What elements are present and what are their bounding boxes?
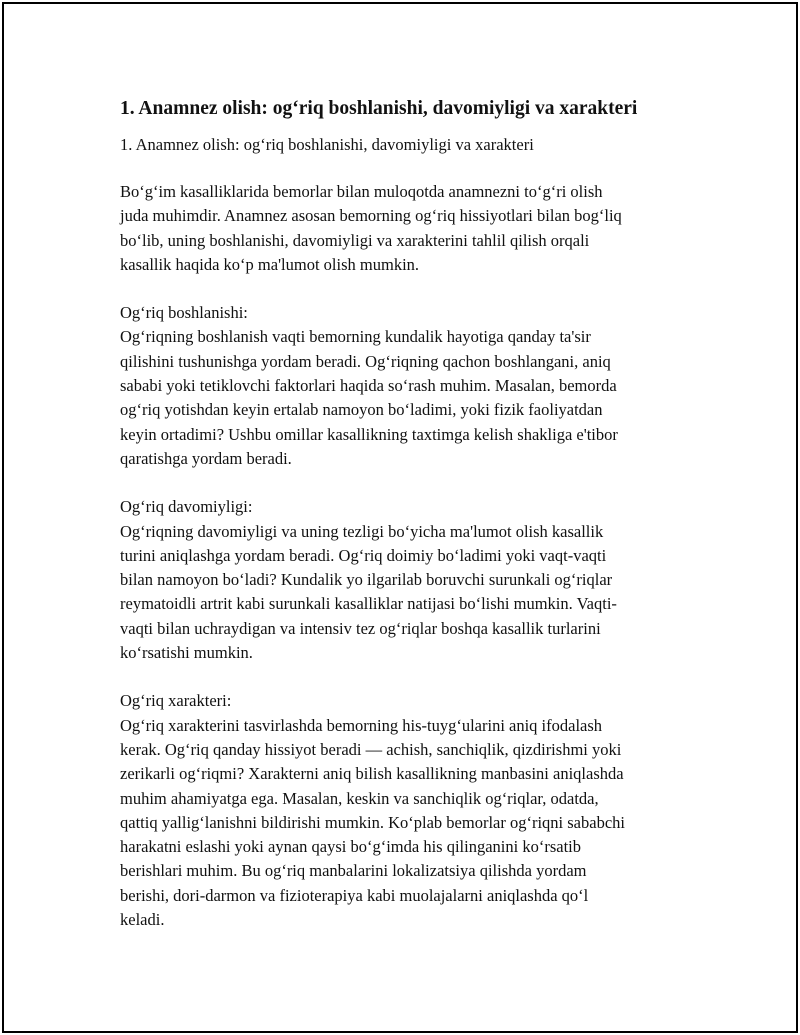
- section-line: keladi.: [120, 910, 165, 930]
- section-heading: Og‘riq boshlanishi:: [120, 303, 248, 323]
- intro-paragraph: [120, 180, 690, 277]
- section-heading: Og‘riq davomiyligi:: [120, 497, 253, 517]
- section-line: bilan namoyon bo‘ladi? Kundalik yo ilgarilab boruvchi surunkali og‘riqlar: [120, 570, 613, 590]
- document-title: 1. Anamnez olish: og‘riq boshlanishi, davomiyligi va xarakteri: [120, 98, 638, 119]
- section-line: ko‘rsatishi mumkin.: [120, 643, 253, 663]
- section-line: qaratishga yordam beradi.: [120, 448, 292, 468]
- section-line: berishi, dori-darmon va fizioterapiya kabi muolajalarni aniqlashda qo‘l: [120, 885, 589, 905]
- section-heading: Og‘riq xarakteri:: [120, 691, 232, 711]
- document-content: [120, 96, 690, 932]
- section-line: Og‘riq xarakterini tasvirlashda bemorning his-tuyg‘ularini aniq ifodalash: [120, 715, 603, 735]
- section-pain-duration: [120, 495, 690, 665]
- section-line: keyin ortadimi? Ushbu omillar kasallikning taxtimga kelish shakliga e'tibor: [120, 424, 618, 444]
- intro-line: kasallik haqida ko‘p ma'lumot olish mumkin.: [120, 254, 420, 274]
- section-line: kerak. Og‘riq qanday hissiyot beradi — achish, sanchiqlik, qizdirishmi yoki: [120, 739, 622, 759]
- section-line: Og‘riqning boshlanish vaqti bemorning kundalik hayotiga qanday ta'sir: [120, 327, 591, 347]
- section-line: vaqti bilan uchraydigan va intensiv tez og‘riqlar boshqa kasallik turlarini: [120, 618, 601, 638]
- section-line: reymatoidli artrit kabi surunkali kasalliklar natijasi bo‘lishi mumkin. Vaqti-: [120, 594, 617, 614]
- section-line: zerikarli og‘riqmi? Xarakterni aniq bilish kasallikning manbasini aniqlashda: [120, 764, 624, 784]
- section-line: qilishini tushunishga yordam beradi. Og‘riqning qachon boshlangani, aniq: [120, 351, 611, 371]
- intro-line: Bo‘g‘im kasalliklarida bemorlar bilan muloqotda anamnezni to‘g‘ri olish: [120, 182, 603, 201]
- section-line: sababi yoki tetiklovchi faktorlari haqida so‘rash muhim. Masalan, bemorda: [120, 376, 617, 396]
- section-pain-character: [120, 689, 690, 932]
- section-line: muhim ahamiyatga ega. Masalan, keskin va sanchiqlik og‘riqlar, odatda,: [120, 788, 599, 808]
- intro-line: juda muhimdir. Anamnez asosan bemorning og‘riq hissiyotlari bilan bog‘liq: [120, 206, 622, 226]
- document-page: [2, 2, 798, 1033]
- document-subtitle: 1. Anamnez olish: og‘riq boshlanishi, davomiyligi va xarakteri: [120, 135, 534, 154]
- section-pain-onset: [120, 301, 690, 471]
- section-line: harakatni eslashi yoki aynan qaysi bo‘g‘imda his qilinganini ko‘rsatib: [120, 837, 581, 857]
- section-line: berishlari muhim. Bu og‘riq manbalarini lokalizatsiya qilishda yordam: [120, 861, 587, 881]
- section-line: Og‘riqning davomiyligi va uning tezligi bo‘yicha ma'lumot olish kasallik: [120, 521, 604, 541]
- section-line: qattiq yallig‘lanishni bildirishi mumkin. Ko‘plab bemorlar og‘riqni sababchi: [120, 812, 625, 832]
- section-line: og‘riq yotishdan keyin ertalab namoyon bo‘ladimi, yoki fizik faoliyatdan: [120, 400, 603, 420]
- intro-line: bo‘lib, uning boshlanishi, davomiyligi va xarakterini tahlil qilish orqali: [120, 230, 590, 250]
- section-line: turini aniqlashga yordam beradi. Og‘riq doimiy bo‘ladimi yoki vaqt-vaqti: [120, 545, 607, 565]
